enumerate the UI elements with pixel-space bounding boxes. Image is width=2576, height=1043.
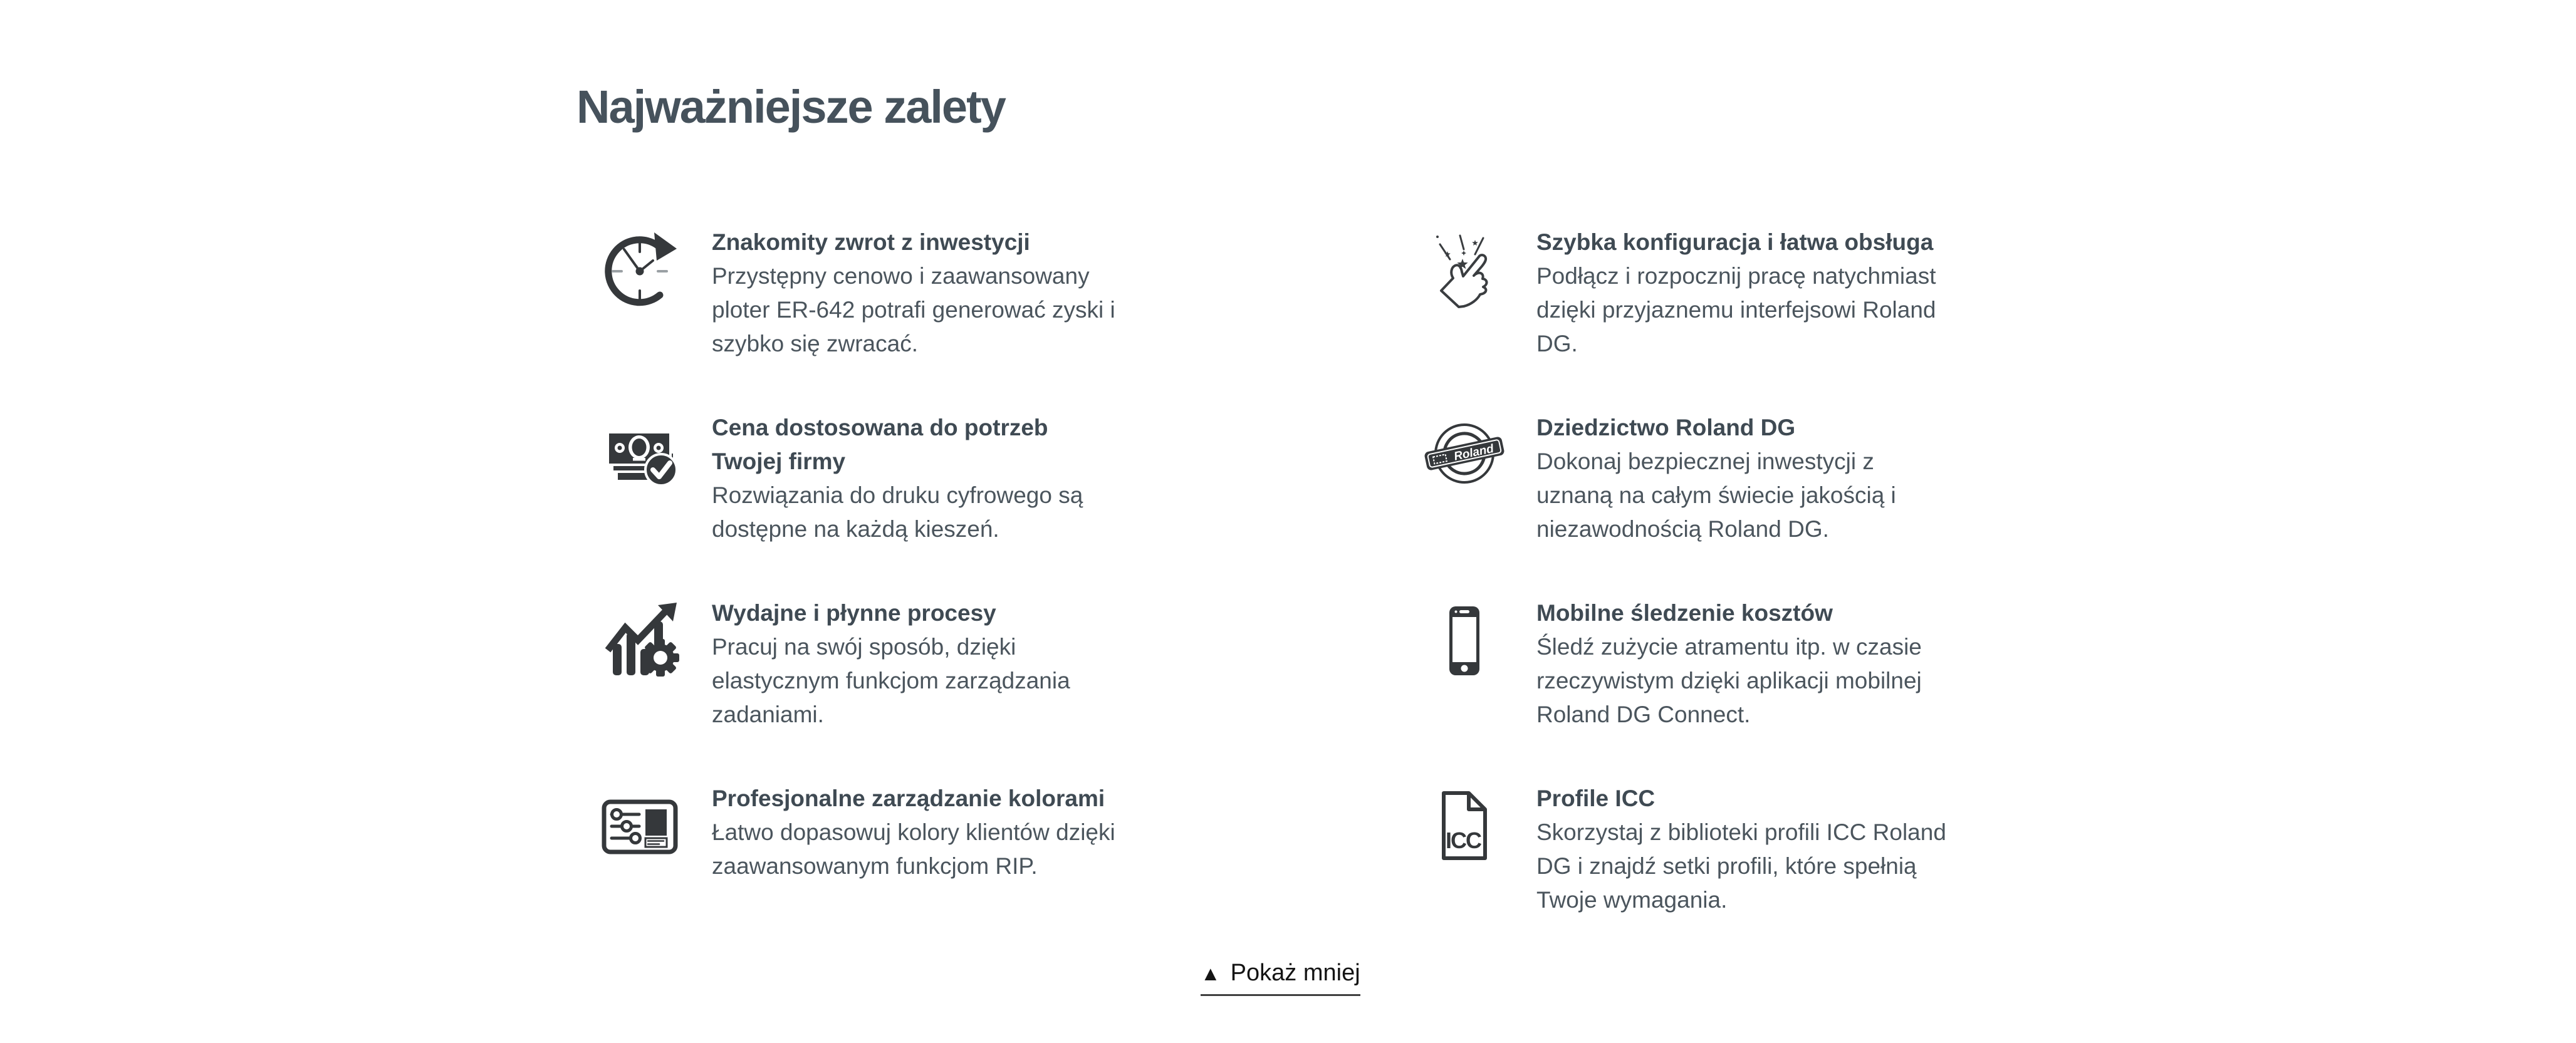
feature-item (1424, 596, 1947, 732)
feature-text (712, 782, 1122, 883)
page-title: Najważniejsze zalety (576, 81, 1005, 133)
roland-badge-icon (1424, 415, 1505, 496)
feature-item (1424, 411, 1947, 546)
feature-item (1424, 782, 1947, 917)
growth-chart-gear-icon (599, 600, 681, 682)
feature-item (599, 782, 1122, 883)
feature-description: Śledź zużycie atramentu itp. w czasie rzeczywistym dzięki aplikacji mobilnej Roland DG Connect. (1536, 634, 1922, 727)
feature-title: Mobilne śledzenie kosztów (1536, 600, 1833, 626)
feature-title: Profile ICC (1536, 786, 1656, 811)
feature-title: Szybka konfiguracja i łatwa obsługa (1536, 229, 1934, 255)
feature-text (712, 411, 1122, 546)
triangle-up-icon: ▲ (1201, 962, 1221, 985)
icc-document-label: ICC (1446, 828, 1481, 853)
feature-text (1536, 411, 1947, 546)
feature-text (1536, 782, 1947, 917)
feature-text (712, 226, 1122, 361)
smartphone-icon (1424, 600, 1505, 682)
feature-text (1536, 596, 1947, 732)
feature-description: Dokonaj bezpiecznej inwestycji z uznaną na całym świecie jakością i niezawodnością Roland DG. (1536, 449, 1896, 542)
feature-description: Łatwo dopasowuj kolory klientów dzięki zaawansowanym funkcjom RIP. (712, 819, 1115, 879)
clock-rotation-icon (599, 229, 681, 311)
feature-title: Cena dostosowana do potrzeb Twojej firmy (712, 415, 1048, 474)
show-less-link[interactable] (1201, 960, 1360, 996)
features-column-right (1424, 226, 1947, 967)
feature-text (1536, 226, 1947, 361)
feature-title: Wydajne i płynne procesy (712, 600, 996, 626)
feature-title: Znakomity zwrot z inwestycji (712, 229, 1030, 255)
roland-badge-label: Roland (1452, 442, 1495, 464)
feature-description: Pracuj na swój sposób, dzięki elastycznym funkcjom zarządzania zadaniami. (712, 634, 1070, 727)
feature-title: Profesjonalne zarządzanie kolorami (712, 786, 1105, 811)
color-sliders-icon (599, 786, 681, 867)
feature-title: Dziedzictwo Roland DG (1536, 415, 1796, 440)
feature-text (712, 596, 1122, 732)
feature-item (599, 411, 1122, 546)
feature-item (1424, 226, 1947, 361)
features-column-left (599, 226, 1122, 933)
feature-item (599, 596, 1122, 732)
snap-fingers-icon (1424, 229, 1505, 311)
feature-description: Skorzystaj z biblioteki profili ICC Roland DG i znajdź setki profili, które spełnią Twoje wymagania. (1536, 819, 1946, 913)
feature-item (599, 226, 1122, 361)
icc-profile-document-icon (1424, 786, 1505, 867)
feature-description: Podłącz i rozpocznij pracę natychmiast dzięki przyjaznemu interfejsowi Roland DG. (1536, 263, 1936, 356)
feature-description: Przystępny cenowo i zaawansowany ploter ER-642 potrafi generować zyski i szybko się zwracać. (712, 263, 1115, 356)
feature-description: Rozwiązania do druku cyfrowego są dostępne na każdą kieszeń. (712, 482, 1083, 542)
banknotes-check-icon (599, 415, 681, 496)
show-less-label: Pokaż mniej (1230, 960, 1360, 986)
